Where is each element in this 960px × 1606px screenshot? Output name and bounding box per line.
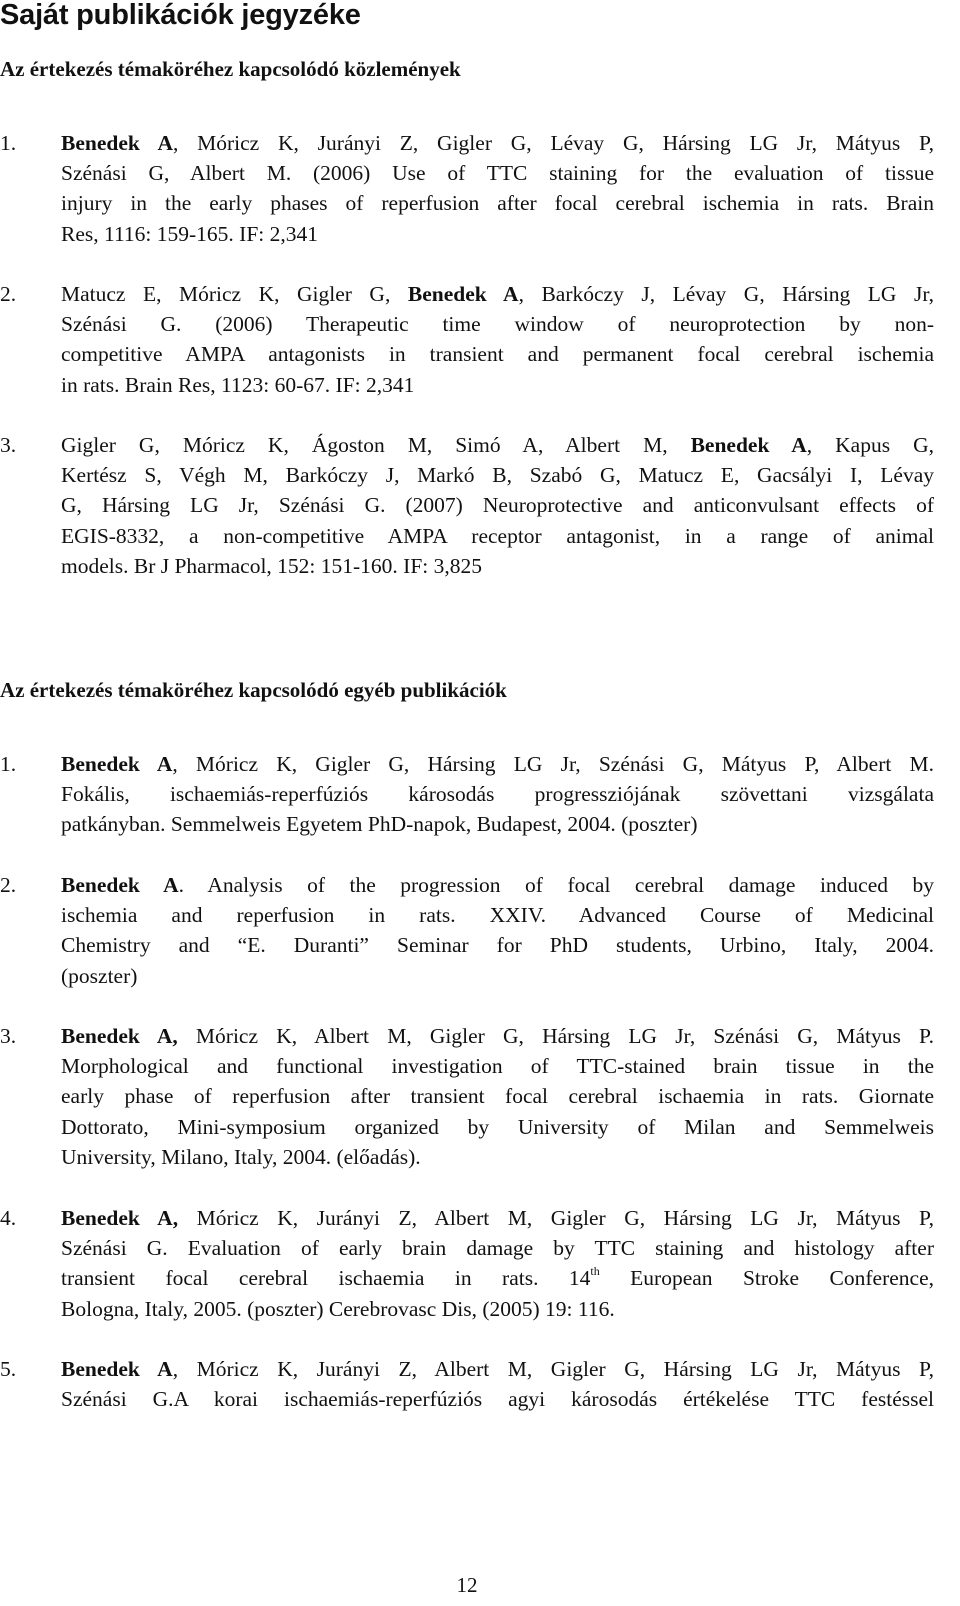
item-line: ischemia and reperfusion in rats. XXIV. Advanced Course of Medicinal [61, 903, 934, 928]
item-number: 5. [0, 1357, 17, 1381]
item-line: patkányban. Semmelweis Egyetem PhD-napok, Budapest, 2004. (poszter) [61, 812, 698, 837]
item-line: University, Milano, Italy, 2004. (előadás). [61, 1144, 421, 1169]
item-text: transient focal cerebral ischaemia in rats. 14 [61, 1266, 591, 1291]
item-line [0, 1021, 934, 1051]
item-text: , Móricz K, Jurányi Z, Albert M, Gigler G, Hársing LG Jr, Mátyus P, [172, 1357, 934, 1381]
item-text: Matucz E, Móricz K, Gigler G, [61, 282, 408, 306]
section-heading-related-articles: Az értekezés témaköréhez kapcsolódó közlemények [0, 57, 461, 81]
page-title: Saját publikációk jegyzéke [0, 0, 361, 31]
item-text: Móricz K, Albert M, Gigler G, Hársing LG Jr, Szénási G, Mátyus P. [177, 1024, 935, 1048]
item-text: European Stroke Conference, [599, 1266, 934, 1291]
item-line [0, 430, 934, 460]
item-number: 3. [0, 433, 17, 457]
item-line: Szénási G.A korai ischaemiás-reperfúziós agyi károsodás értékelése TTC festéssel [61, 1387, 934, 1412]
item-line [0, 1203, 934, 1233]
publication-item [0, 749, 934, 840]
item-line: Chemistry and “E. Duranti” Seminar for PhD students, Urbino, Italy, 2004. [61, 933, 934, 958]
item-line: (poszter) [61, 963, 138, 988]
item-line: early phase of reperfusion after transient focal cerebral ischaemia in rats. Giornate [61, 1084, 934, 1109]
publication-item [0, 1021, 934, 1172]
author-highlight: Benedek A [61, 1357, 173, 1381]
author-highlight: Benedek A [61, 752, 173, 776]
item-line: Szénási G. (2006) Therapeutic time window of neuroprotection by non- [61, 312, 934, 337]
item-number: 3. [0, 1024, 17, 1048]
item-line: Dottorato, Mini-symposium organized by University of Milan and Semmelweis [61, 1114, 934, 1139]
item-line: Res, 1116: 159-165. IF: 2,341 [61, 221, 319, 246]
item-line [0, 870, 934, 900]
item-line: Szénási G. Evaluation of early brain damage by TTC staining and histology after [61, 1236, 934, 1261]
item-line: EGIS-8332, a non-competitive AMPA receptor antagonist, in a range of animal [61, 523, 934, 548]
author-highlight: Benedek A [61, 873, 179, 897]
item-line: injury in the early phases of reperfusion after focal cerebral ischemia in rats. Brain [61, 191, 934, 216]
item-text: . Analysis of the progression of focal cerebral damage induced by [178, 873, 934, 897]
item-text: , Barkóczy J, Lévay G, Hársing LG Jr, [518, 282, 935, 306]
item-text: Gigler G, Móricz K, Ágoston M, Simó A, Albert M, [61, 433, 691, 457]
item-line [0, 128, 934, 158]
item-line: Morphological and functional investigation of TTC-stained brain tissue in the [61, 1054, 934, 1079]
section-heading-other-publications: Az értekezés témaköréhez kapcsolódó egyéb publikációk [0, 678, 507, 702]
item-line: models. Br J Pharmacol, 152: 151-160. IF: 3,825 [61, 553, 483, 578]
author-highlight: Benedek A, [61, 1024, 178, 1048]
item-text: Móricz K, Jurányi Z, Albert M, Gigler G, Hársing LG Jr, Mátyus P, [178, 1206, 934, 1230]
publication-item [0, 1354, 934, 1414]
item-line [0, 1354, 934, 1384]
publication-item [0, 1203, 934, 1324]
item-number: 1. [0, 131, 17, 155]
item-text: , Kapus G, [806, 433, 934, 457]
author-highlight: Benedek A [407, 282, 519, 306]
publication-item [0, 128, 934, 249]
item-text: , Móricz K, Gigler G, Hársing LG Jr, Szénási G, Mátyus P, Albert M. [172, 752, 935, 776]
publication-item [0, 279, 934, 400]
item-text: , Móricz K, Jurányi Z, Gigler G, Lévay G, Hársing LG Jr, Mátyus P, [172, 131, 934, 155]
item-number: 2. [0, 873, 17, 897]
item-number: 2. [0, 282, 17, 306]
item-line: Szénási G, Albert M. (2006) Use of TTC staining for the evaluation of tissue [61, 161, 934, 186]
superscript: th [590, 1264, 600, 1279]
author-highlight: Benedek A, [61, 1206, 179, 1230]
item-line: Fokális, ischaemiás-reperfúziós károsodás progressziójának szövettani vizsgálata [61, 782, 934, 807]
author-highlight: Benedek A [61, 131, 173, 155]
item-line: Bologna, Italy, 2005. (poszter) Cerebrovasc Dis, (2005) 19: 116. [61, 1296, 615, 1321]
item-number: 4. [0, 1206, 17, 1230]
item-number: 1. [0, 752, 17, 776]
page-number: 12 [456, 1573, 478, 1597]
item-line [0, 749, 934, 779]
item-line [0, 279, 934, 309]
publication-item [0, 870, 934, 991]
publication-item [0, 430, 934, 581]
item-line: competitive AMPA antagonists in transient and permanent focal cerebral ischemia [61, 342, 934, 367]
item-line [0, 1263, 934, 1293]
author-highlight: Benedek A [690, 433, 807, 457]
item-line: Kertész S, Végh M, Barkóczy J, Markó B, Szabó G, Matucz E, Gacsályi I, Lévay [61, 463, 934, 488]
item-line: G, Hársing LG Jr, Szénási G. (2007) Neuroprotective and anticonvulsant effects of [61, 493, 934, 518]
item-line: in rats. Brain Res, 1123: 60-67. IF: 2,341 [61, 372, 415, 397]
